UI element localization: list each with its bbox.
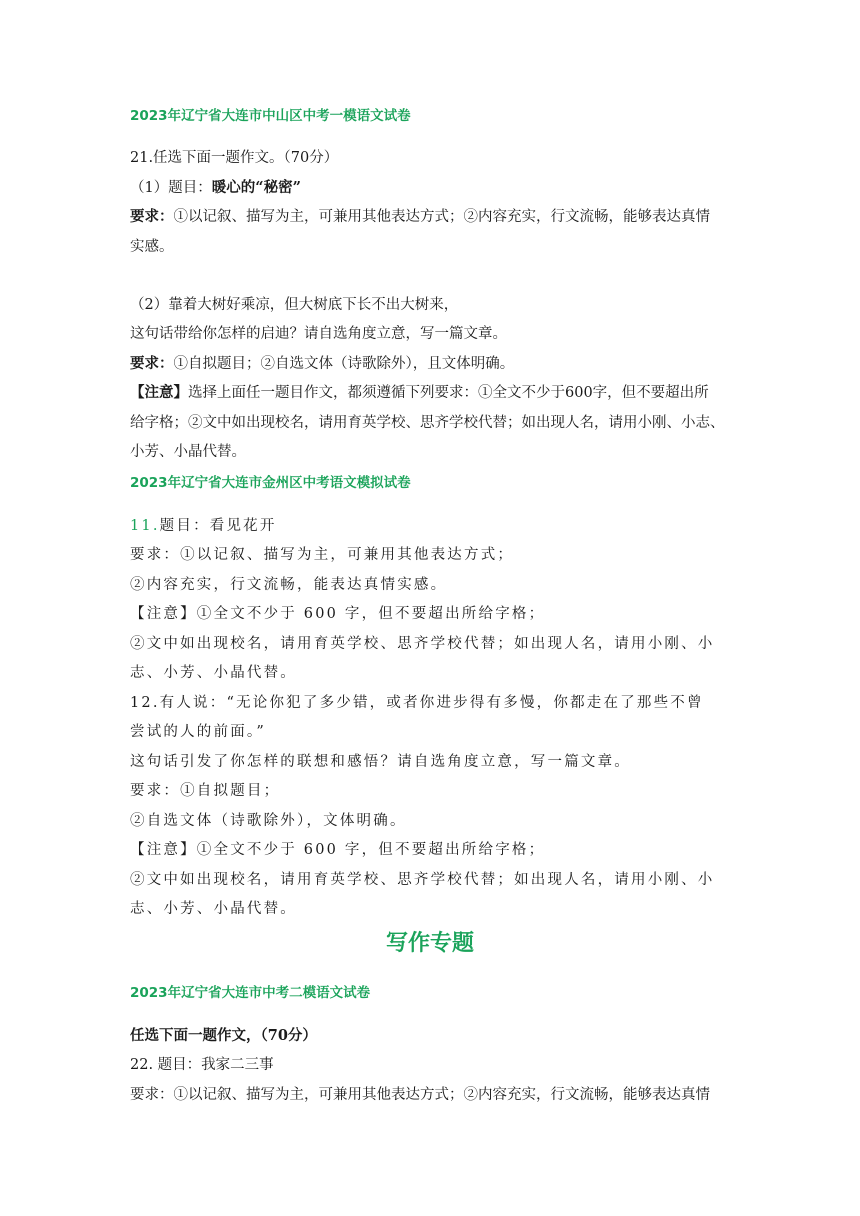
q11-text: 题目：看见花开 <box>159 518 277 534</box>
exam2-q12-note3: 志、小芳、小晶代替。 <box>130 901 297 917</box>
exam3-title: 2023年辽宁省大连市中考二模语文试卷 <box>130 985 371 1001</box>
req2-text: ①自拟题目；②自选文体（诗歌除外），且文体明确。 <box>173 356 515 372</box>
exam1-req1 <box>130 207 710 227</box>
option1-title: 暖心的“秘密” <box>211 179 301 196</box>
req1-line1: ①以记叙、描写为主，可兼用其他表达方式；②内容充实，行文流畅，能够表达真情 <box>173 209 710 225</box>
exam2-q11-note1: 【注意】①全文不少于 600 字，但不要超出所给字格； <box>130 606 546 622</box>
exam3-q22: 22. 题目：我家二三事 <box>130 1057 274 1073</box>
exam1-q21: 21.任选下面一题作文。（70分） <box>130 150 339 166</box>
exam1-option1 <box>130 178 301 198</box>
exam2-q12-req2: ②自选文体（诗歌除外），文体明确。 <box>130 813 407 829</box>
exam1-title: 2023年辽宁省大连市中山区中考一模语文试卷 <box>130 108 411 124</box>
exam3-req-line1: 要求：①以记叙、描写为主，可兼用其他表达方式；②内容充实，行文流畅，能够表达真情 <box>130 1087 710 1103</box>
req2-label: 要求： <box>130 355 174 372</box>
exam2-title: 2023年辽宁省大连市金州区中考语文模拟试卷 <box>130 475 411 491</box>
exam1-note-line2: 给字格；②文中如出现校名，请用育英学校、思齐学校代替；如出现人名，请用小刚、小志、 <box>130 415 725 431</box>
exam2-q11-note3: 志、小芳、小晶代替。 <box>130 665 297 681</box>
exam1-note-line1 <box>130 383 709 403</box>
exam3-instruction: 任选下面一题作文，（70分） <box>130 1027 317 1044</box>
exam2-q12-note1: 【注意】①全文不少于 600 字，但不要超出所给字格； <box>130 842 546 858</box>
exam2-q12-line1: 12.有人说：“无论你犯了多少错，或者你进步得有多慢，你都走在了那些不曾 <box>130 695 704 711</box>
q11-number: 11. <box>130 518 160 534</box>
note-text: 选择上面任一题目作文，都须遵循下列要求：①全文不少于600字，但不要超出所 <box>188 385 709 401</box>
exam2-q11-note2: ②文中如出现校名，请用育英学校、思齐学校代替；如出现人名，请用小刚、小 <box>130 636 715 652</box>
exam2-q12-line2: 尝试的人的前面。” <box>130 724 266 740</box>
exam1-option2-line1: （2）靠着大树好乘凉，但大树底下长不出大树来， <box>130 297 459 313</box>
exam2-q11 <box>130 516 277 536</box>
exam1-req1-line2: 实感。 <box>130 239 174 255</box>
exam2-q12-note2: ②文中如出现校名，请用育英学校、思齐学校代替；如出现人名，请用小刚、小 <box>130 872 715 888</box>
req1-label: 要求： <box>130 208 174 225</box>
exam2-q11-req1: 要求：①以记叙、描写为主，可兼用其他表达方式； <box>130 547 515 563</box>
exam1-option2-line2: 这句话带给你怎样的启迪？请自选角度立意，写一篇文章。 <box>130 326 507 342</box>
exam1-note-line3: 小芳、小晶代替。 <box>130 444 246 460</box>
section-heading: 写作专题 <box>385 931 474 956</box>
exam2-q12-req1: 要求：①自拟题目； <box>130 783 281 799</box>
exam2-q12-line3: 这句话引发了你怎样的联想和感悟？请自选角度立意，写一篇文章。 <box>130 754 631 770</box>
note-label: 【注意】 <box>130 384 188 401</box>
exam2-q11-req2: ②内容充实，行文流畅，能表达真情实感。 <box>130 577 448 593</box>
exam1-req2 <box>130 354 514 374</box>
option1-prefix: （1）题目： <box>130 180 212 196</box>
